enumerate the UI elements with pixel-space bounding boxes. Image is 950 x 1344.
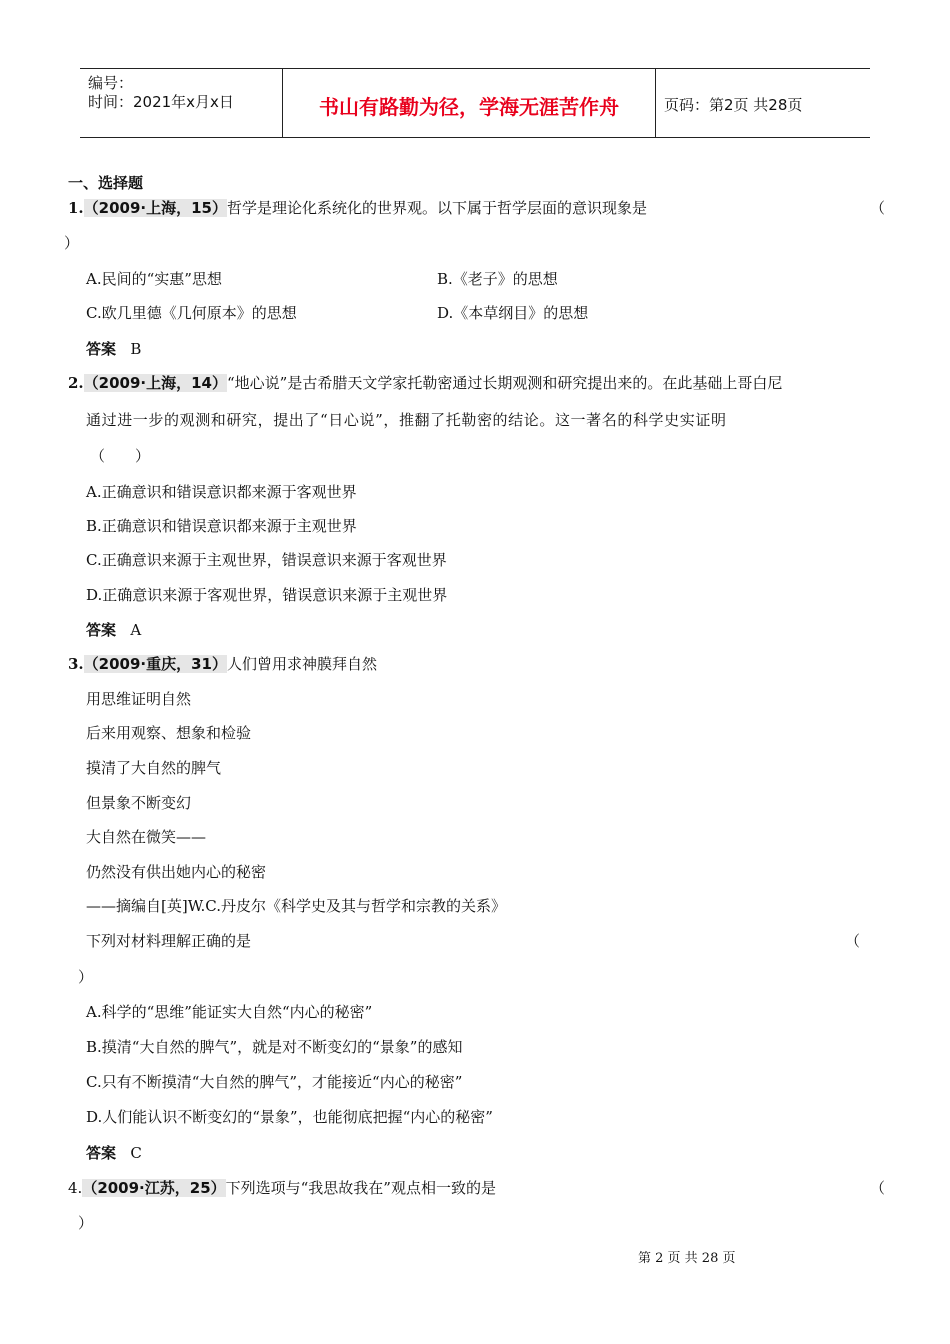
question-4-paren-close: ） [78, 1214, 94, 1232]
header-page-cell [656, 69, 870, 137]
poem-citation: ——摘编自[英]W.C.丹皮尔《科学史及其与哲学和宗教的关系》 [86, 897, 506, 915]
question-2-source: （2009·上海，14） [83, 374, 227, 392]
question-1-option-b: B.《老子》的思想 [437, 270, 558, 288]
question-1-option-c: C.欧几里德《几何原本》的思想 [86, 304, 297, 322]
question-3-answer [86, 1142, 142, 1163]
question-1-option-d: D.《本草纲目》的思想 [437, 304, 589, 322]
poem-line: 大自然在微笑—— [86, 828, 207, 846]
question-3-option-c: C.只有不断摸清“大自然的脾气”，才能接近“内心的秘密” [86, 1073, 463, 1091]
question-1-paren-open: （ [870, 199, 886, 217]
question-2-option-b: B.正确意识和错误意识都来源于主观世界 [86, 517, 357, 535]
document-time-label: 时间：2021年x月x日 [88, 93, 234, 111]
question-2-option-a: A.正确意识和错误意识都来源于客观世界 [86, 483, 357, 501]
question-3-source: （2009·重庆，31） [83, 655, 227, 673]
question-2-text-1: “地心说”是古希腊天文学家托勒密通过长期观测和研究提出来的。在此基础上哥白尼 [227, 374, 783, 392]
question-3-option-b: B.摸清“大自然的脾气”，就是对不断变幻的“景象”的感知 [86, 1038, 463, 1056]
question-1-answer-value: B [130, 340, 142, 358]
question-4-source: （2009·江苏，25） [82, 1179, 226, 1197]
question-1-number: 1. [68, 199, 84, 217]
question-1-stem [68, 197, 647, 218]
question-1-paren-close: ） [64, 234, 80, 252]
poem-line: 但景象不断变幻 [86, 794, 192, 812]
question-3-answer-value: C [130, 1144, 142, 1162]
header-page-label: 页码：第2页 共28页 [664, 96, 803, 114]
question-4-text: 下列选项与“我思故我在”观点相一致的是 [225, 1179, 496, 1197]
question-2-stem-line-1 [68, 372, 782, 393]
question-1-text: 哲学是理论化系统化的世界观。以下属于哲学层面的意识现象是 [227, 199, 648, 217]
question-3-paren-close: ） [78, 968, 94, 986]
poem-line: 摸清了大自然的脾气 [86, 759, 222, 777]
question-3-answer-label: 答案 [86, 1144, 117, 1162]
question-4-paren-open: （ [870, 1179, 886, 1197]
question-1-answer [86, 338, 141, 359]
header-info-cell [80, 69, 282, 137]
question-2-answer-label: 答案 [86, 621, 117, 639]
question-2-option-c: C.正确意识来源于主观世界，错误意识来源于客观世界 [86, 551, 447, 569]
question-3-paren-open: （ [845, 932, 861, 950]
section-title: 一、选择题 [68, 174, 144, 192]
header-motto-cell [282, 69, 656, 137]
poem-line: 用思维证明自然 [86, 690, 192, 708]
poem-line: 仍然没有供出她内心的秘密 [86, 863, 267, 881]
header-motto: 书山有路勤为径，学海无涯苦作舟 [319, 95, 619, 119]
question-3-number: 3. [68, 655, 84, 673]
page-footer: 第 2 页 共 28 页 [638, 1251, 736, 1266]
question-2-option-d: D.正确意识来源于客观世界，错误意识来源于主观世界 [86, 586, 448, 604]
question-1-answer-label: 答案 [86, 340, 117, 358]
question-3-stem-line-1 [68, 653, 377, 674]
poem-line: 人们曾用求神膜拜自然 [227, 655, 378, 673]
question-2-number: 2. [68, 374, 84, 392]
question-2-answer [86, 619, 141, 640]
question-2-stem-line-2: 通过进一步的观测和研究，提出了“日心说”，推翻了托勒密的结论。这一著名的科学史实证明 [86, 411, 727, 429]
page-header [80, 68, 870, 138]
question-1-source: （2009·上海，15） [83, 199, 227, 217]
question-1-option-a: A.民间的“实惠”思想 [86, 270, 222, 288]
document-number-label: 编号： [88, 74, 134, 92]
question-4-stem [68, 1177, 496, 1198]
question-2-paren: （ ） [90, 447, 151, 465]
question-3-option-a: A.科学的“思维”能证实大自然“内心的秘密” [86, 1003, 373, 1021]
question-2-answer-value: A [130, 621, 142, 639]
question-3-option-d: D.人们能认识不断变幻的“景象”，也能彻底把握“内心的秘密” [86, 1108, 493, 1126]
poem-line: 后来用观察、想象和检验 [86, 724, 252, 742]
question-4-number: 4. [68, 1179, 83, 1197]
question-3-text: 下列对材料理解正确的是 [86, 932, 252, 950]
